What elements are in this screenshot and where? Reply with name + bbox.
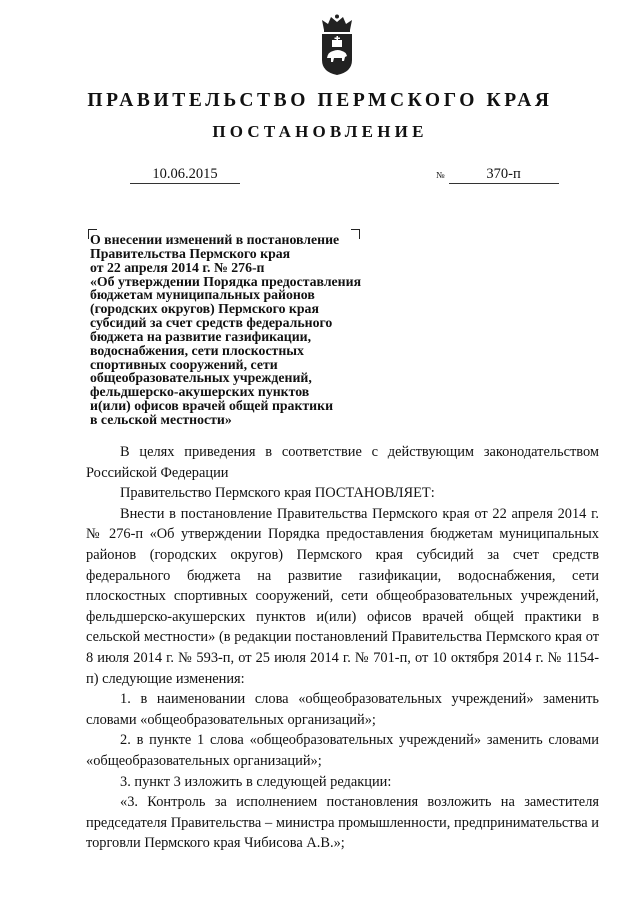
subject-line: водоснабжения, сети плоскостных: [90, 342, 304, 358]
document-subject: [90, 233, 410, 427]
subject-line: спортивных сооружений, сети: [90, 356, 278, 372]
item-3-paragraph: 3. пункт 3 изложить в следующей редакции:: [120, 773, 392, 790]
subject-line: бюджетам муниципальных районов: [90, 287, 315, 303]
amendment-paragraph: Внести в постановление Правительства Пермского края от 22 апреля 2014 г. № 276-п «Об утверждении Порядка предоставления бюджетам муниципальных районов (городских округов) Пермского края субсидий за счет средств федерального бюджета на развитие газификации, водоснабжения, сети плоскостных спортивных сооружений, сети общеобразовательных учреждений, фельдшерско-акушерских пунктов и(или) офисов врачей общей практики в сельской местности» (в редакции постановлений Правительства Пермского края от 8 июля 2014 г. № 593-п, от 25 июля 2014 г. № 701-п, от 10 октября 2014 г. № 1154-п) следующие изменения:: [86, 505, 599, 687]
subject-line: (городских округов) Пермского края: [90, 301, 319, 317]
subject-line: от 22 апреля 2014 г. № 276-п: [90, 259, 265, 275]
preamble-paragraph: В целях приведения в соответствие с действующим законодательством Российской Федерации: [86, 444, 599, 481]
document-body: [86, 442, 599, 854]
item-1-paragraph: 1. в наименовании слова «общеобразовательных учреждений» заменить словами «общеобразовательных организаций»;: [86, 691, 599, 728]
document-number: 370-п: [449, 165, 559, 184]
subject-line: и(или) офисов врачей общей практики: [90, 398, 334, 414]
subject-line: Правительства Пермского края: [90, 245, 291, 261]
coat-of-arms-icon: [318, 14, 356, 76]
subject-line: в сельской местности»: [90, 411, 232, 427]
item-2-paragraph: 2. в пункте 1 слова «общеобразовательных учреждений» заменить словами «общеобразовательных организаций»;: [86, 732, 599, 769]
document-type: ПОСТАНОВЛЕНИЕ: [212, 122, 428, 141]
item-3-text-paragraph: «3. Контроль за исполнением постановления возложить на заместителя председателя Правительства – министра промышленности, предпринимательства и торговли Пермского края Чибисова А.В.»;: [86, 794, 599, 852]
document-number-field: [436, 165, 559, 184]
subject-line: фельдшерско-акушерских пунктов: [90, 384, 310, 400]
document-date: 10.06.2015: [130, 165, 240, 184]
government-title: ПРАВИТЕЛЬСТВО ПЕРМСКОГО КРАЯ: [87, 90, 553, 111]
subject-line: бюджета на развитие газификации,: [90, 328, 312, 344]
subject-line: О внесении изменений в постановление: [90, 232, 340, 247]
subject-line: субсидий за счет средств федерального: [90, 315, 333, 331]
subject-line: «Об утверждении Порядка предоставления: [90, 273, 362, 289]
subject-line: общеобразовательных учреждений,: [90, 370, 312, 386]
resolution-paragraph: Правительство Пермского края ПОСТАНОВЛЯЕТ:: [120, 485, 435, 502]
number-sign: №: [436, 170, 445, 180]
